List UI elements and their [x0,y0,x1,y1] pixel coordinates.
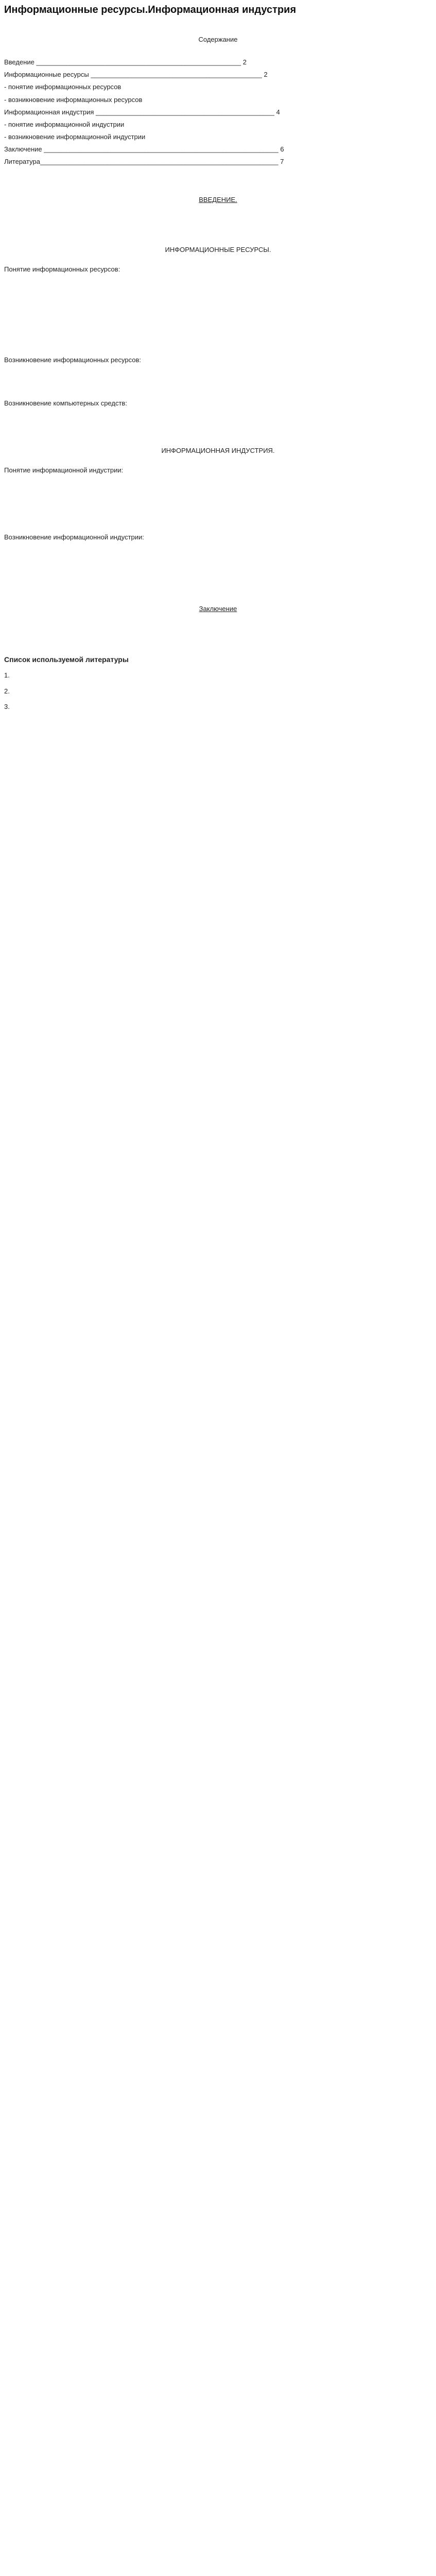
subsection-heading: Понятие информационных ресурсов: [4,265,120,273]
toc-entry: Заключение _______________________________________________________________ 6 [4,145,284,154]
body-paragraph [4,278,432,298]
toc-entry: - понятие информационных ресурсов [4,83,121,91]
toc-entry: Литература________________________________________________________________ 7 [4,158,284,166]
reference-item [4,702,432,712]
subsection-heading: Возникновение информационных ресурсов: [4,355,141,364]
body-paragraph [4,412,432,432]
subsection-heading: Понятие информационной индустрии: [4,466,124,474]
body-paragraph [4,502,432,523]
toc-entry: - понятие информационной индустрии [4,120,125,128]
body-paragraph [4,619,432,640]
toc-title: Содержание [198,36,238,43]
toc-entry: Информационная индустрия ________________________________________________ 4 [4,108,280,116]
subsection-heading: Возникновение компьютерных средств: [4,399,127,407]
toc-entry: Введение _______________________________________________________ 2 [4,58,247,66]
reference-item [4,670,432,681]
toc-entry: Информационные ресурсы ______________________________________________ 2 [4,71,268,79]
body-paragraph [4,211,432,231]
reference-number: 1. [4,671,10,680]
body-paragraph [4,570,432,590]
body-paragraph [4,325,432,346]
reference-number: 2. [4,687,10,695]
body-paragraph [4,546,432,567]
toc-entry: - возникновение информационных ресурсов [4,95,143,104]
references-list [4,670,432,711]
section-title: ИНФОРМАЦИОННАЯ ИНДУСТРИЯ. [161,447,275,455]
references-title: Список используемой литературы [4,655,129,664]
reference-number: 3. [4,702,10,710]
toc-entry: - возникновение информационной индустрии [4,132,146,141]
section-title: ВВЕДЕНИЕ. [199,196,237,204]
section-title: ИНФОРМАЦИОННЫЕ РЕСУРСЫ. [165,245,271,253]
document-title: Информационные ресурсы.Информационная индустрия [4,4,297,15]
document-body [4,195,432,639]
table-of-contents [4,57,432,167]
body-paragraph [4,479,432,499]
reference-item [4,686,432,697]
body-paragraph [4,301,432,322]
section-title: Заключение [199,604,237,613]
subsection-heading: Возникновение информационной индустрии: [4,533,144,541]
body-paragraph [4,368,432,389]
